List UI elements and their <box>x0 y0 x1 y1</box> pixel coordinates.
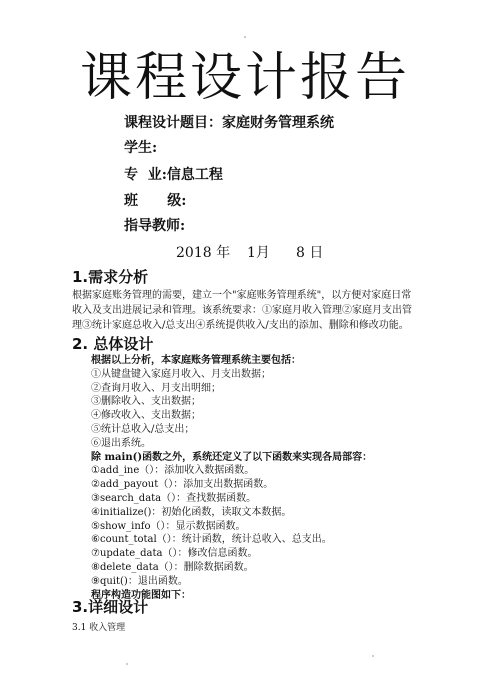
class-line <box>124 192 186 210</box>
function-item: ⑦update_data（）：修改信息函数。 <box>91 548 258 560</box>
student-line <box>124 139 157 157</box>
function-item: ⑤show_info（）：显示数据函数。 <box>91 520 246 532</box>
function-item: ③search_data（）：查找数据函数。 <box>91 492 257 504</box>
scan-speck <box>244 36 246 38</box>
advisor-line <box>124 217 185 235</box>
class-label: 班 级: <box>124 193 187 209</box>
advisor-label: 指导教师: <box>124 218 186 234</box>
section1-line: 收入及支出进展记录和管理。该系统要求：①家庭月收入管理②家庭月支出管 <box>72 305 412 316</box>
major-line <box>124 166 223 184</box>
subsection-3-1: 3.1 收入管理 <box>72 623 126 633</box>
feature-item: ⑤统计总收入/总支出； <box>91 423 195 435</box>
function-item: ⑨quit()：退出函数。 <box>91 575 188 587</box>
report-title: 课程设计报告 <box>79 48 410 108</box>
feature-item: ③删除收入、支出数据； <box>91 396 201 408</box>
section3-heading: 3.详细设计 <box>72 598 149 616</box>
date-day: 8 日 <box>296 245 324 261</box>
date-year: 2018 年 <box>176 245 231 261</box>
feature-item: ④修改收入、支出数据； <box>91 410 201 422</box>
section1-heading: 1.需求分析 <box>72 268 149 286</box>
function-item: ④initialize()：初始化函数，读取文本数据。 <box>91 506 292 518</box>
function-item: ⑥count_total（）：统计函数，统计总收入、总支出。 <box>91 534 332 546</box>
section2-intro: 根据以上分析，本家庭账务管理系统主要包括： <box>91 355 301 366</box>
feature-item: ⑥退出系统。 <box>91 437 151 449</box>
topic-line <box>124 114 334 132</box>
topic-value: 家庭财务管理系统 <box>222 115 334 131</box>
feature-item: ①从键盘键入家庭月收入、月支出数据； <box>91 368 271 380</box>
feature-item: ②查询月收入、月支出明细； <box>91 382 221 394</box>
major-value: 信息工程 <box>166 167 223 183</box>
section1-line: 理③统计家庭总收入/总支出④系统提供收入/支出的添加、删除和修改功能。 <box>72 320 409 331</box>
student-label: 学生: <box>124 140 158 156</box>
major-label: 专 业: <box>124 167 167 183</box>
section2-heading: 2. 总体设计 <box>72 335 154 353</box>
scan-speck <box>126 663 128 665</box>
date-month: 1月 <box>247 245 270 261</box>
function-item: ②add_payout（）：添加支出数据函数。 <box>91 479 274 491</box>
scan-speck <box>372 655 374 657</box>
function-item: ①add_ine（）：添加收入数据函数。 <box>91 465 255 477</box>
topic-label: 课程设计题目： <box>124 115 222 131</box>
section2-body <box>91 354 372 602</box>
section1-line: 根据家庭账务管理的需要，建立一个"家庭账务管理系统"，以方便对家庭日常 <box>72 290 412 301</box>
functions-intro: 除 main()函数之外，系统还定义了以下函数来实现各局部容： <box>91 451 373 463</box>
function-item: ⑧delete_data（）：删除数据函数。 <box>91 561 254 573</box>
diagram-caption: 程序构造功能图如下： <box>91 589 191 601</box>
section1-paragraph <box>72 288 432 333</box>
